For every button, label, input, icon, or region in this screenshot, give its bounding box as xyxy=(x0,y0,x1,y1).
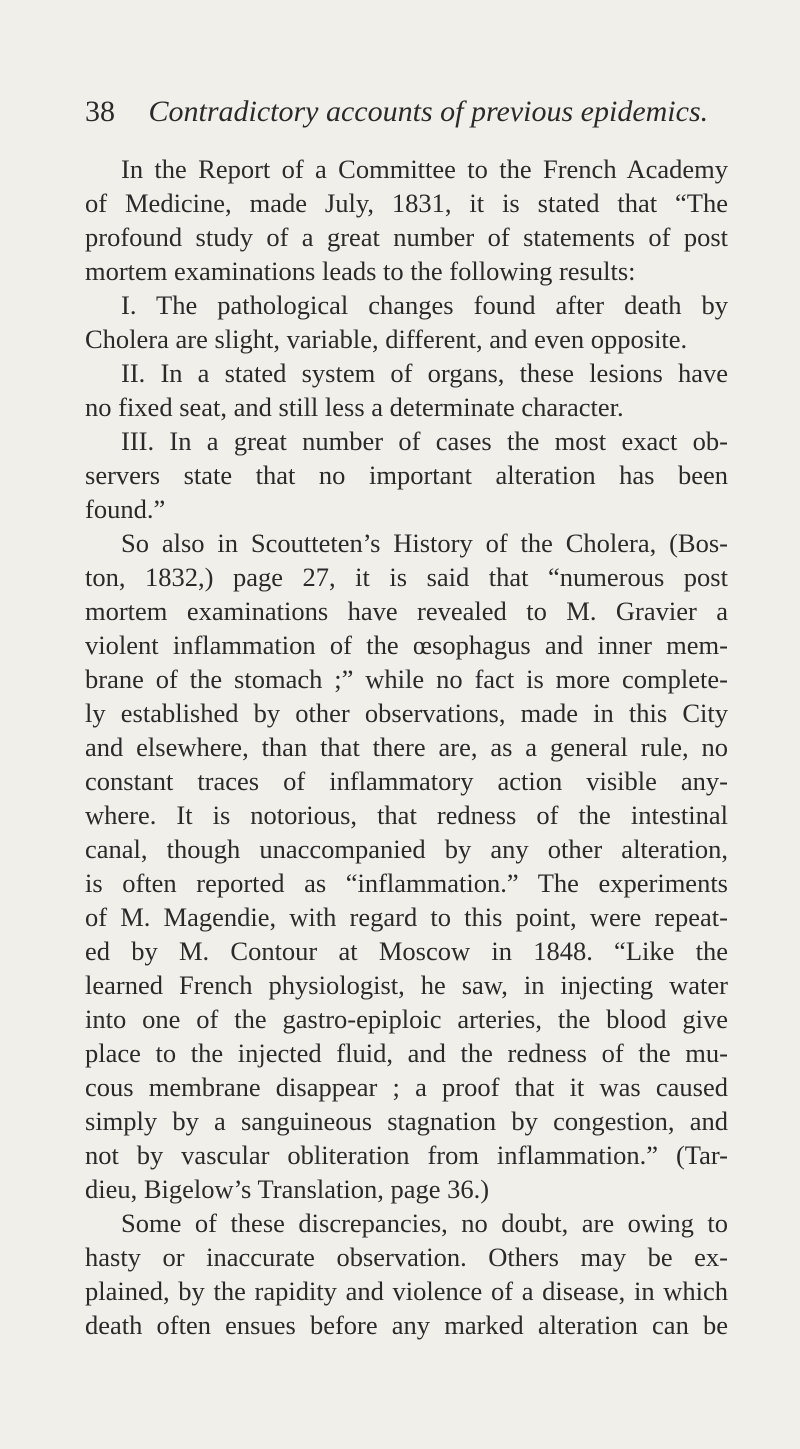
running-head xyxy=(85,92,745,132)
text-line: cous membrane disappear ; a proof that it was caused xyxy=(85,1072,728,1102)
text-line: I. The pathological changes found after death by xyxy=(121,290,728,320)
text-line: into one of the gastro-epiploic arteries, the blood give xyxy=(85,1004,728,1034)
text-line: place to the injected fluid, and the redness of the mu- xyxy=(85,1038,728,1068)
text-line: Some of these discrepancies, no doubt, are owing to xyxy=(121,1208,728,1238)
text-line: servers state that no important alteration has been xyxy=(85,460,728,490)
text-line: is often reported as “inflammation.” The experiments xyxy=(85,868,728,898)
text-line: ton, 1832,) page 27, it is said that “numerous post xyxy=(85,562,728,592)
text-line: no fixed seat, and still less a determinate character. xyxy=(85,392,624,422)
text-line: mortem examinations leads to the following results: xyxy=(85,256,636,286)
body-text xyxy=(85,152,728,1342)
text-line: plained, by the rapidity and violence of a disease, in which xyxy=(85,1276,728,1306)
text-line: So also in Scoutteten’s History of the Cholera, (Bos- xyxy=(121,528,728,558)
text-line: ly established by other observations, made in this City xyxy=(85,698,728,728)
text-line: violent inflammation of the œsophagus and inner mem- xyxy=(85,630,728,660)
text-line: mortem examinations have revealed to M. Gravier a xyxy=(85,596,728,626)
text-line: constant traces of inflammatory action visible any- xyxy=(85,766,728,796)
text-line: of Medicine, made July, 1831, it is stated that “The xyxy=(85,188,728,218)
text-line: II. In a stated system of organs, these lesions have xyxy=(121,358,728,388)
text-line: of M. Magendie, with regard to this point, were repeat- xyxy=(85,902,728,932)
page-number: 38 xyxy=(85,95,115,128)
text-line: learned French physiologist, he saw, in injecting water xyxy=(85,970,728,1000)
text-line: dieu, Bigelow’s Translation, page 36.) xyxy=(85,1174,490,1204)
text-line: simply by a sanguineous stagnation by congestion, and xyxy=(85,1106,728,1136)
text-line: brane of the stomach ;” while no fact is more complete- xyxy=(85,664,728,694)
text-line: where. It is notorious, that redness of the intestinal xyxy=(85,800,728,830)
text-line: and elsewhere, than that there are, as a general rule, no xyxy=(85,732,728,762)
text-line: found.” xyxy=(85,494,166,524)
text-line: In the Report of a Committee to the French Academy xyxy=(121,154,728,184)
text-line: hasty or inaccurate observation. Others may be ex- xyxy=(85,1242,728,1272)
running-title: Contradictory accounts of previous epidemics. xyxy=(148,95,709,128)
text-line: III. In a great number of cases the most exact ob- xyxy=(121,426,728,456)
text-line: not by vascular obliteration from inflammation.” (Tar- xyxy=(85,1140,728,1170)
text-line: profound study of a great number of statements of post xyxy=(85,222,728,252)
text-line: ed by M. Contour at Moscow in 1848. “Like the xyxy=(85,936,728,966)
text-line: canal, though unaccompanied by any other alteration, xyxy=(85,834,728,864)
text-line: death often ensues before any marked alteration can be xyxy=(85,1310,728,1340)
text-line: Cholera are slight, variable, different, and even opposite. xyxy=(85,324,688,354)
